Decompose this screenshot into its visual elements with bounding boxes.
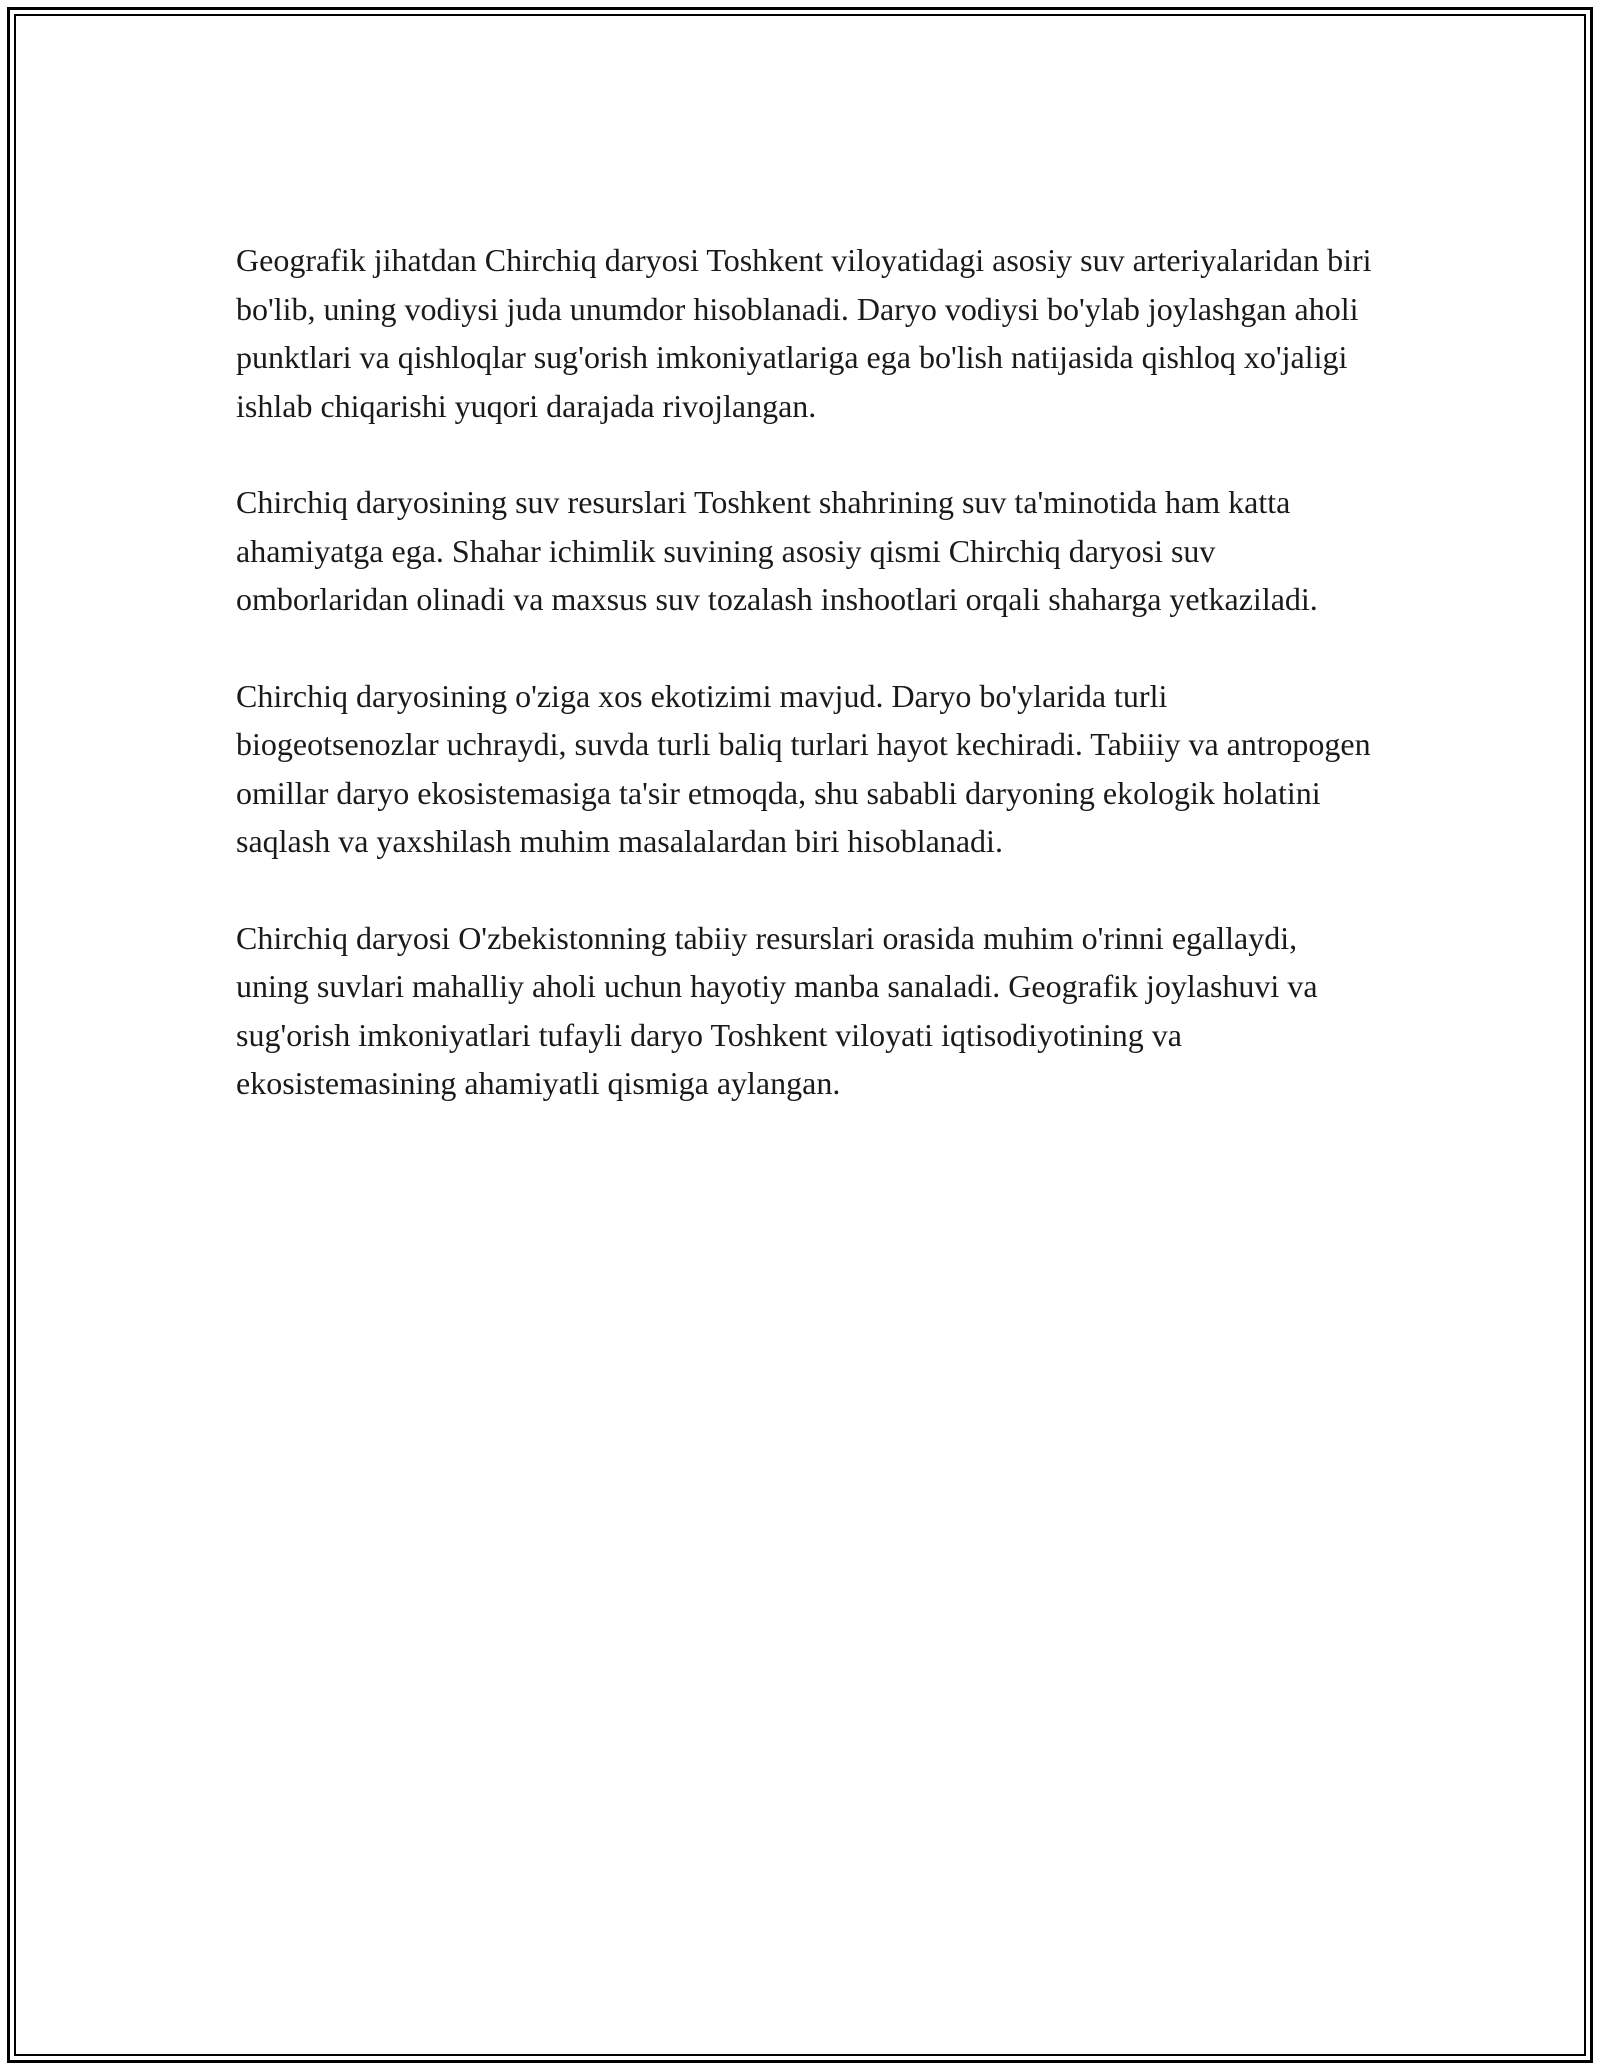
document-body xyxy=(236,236,1376,1156)
paragraph-3: Chirchiq daryosining o'ziga xos ekotizimi mavjud. Daryo bo'ylarida turli biogeotsenozlar uchraydi, suvda turli baliq turlari hayot kechiradi. Tabiiiy va antropogen omillar daryo ekosistemasiga ta'sir etmoqda, shu sababli daryoning ekologik holatini saqlash va yaxshilash muhim masalalardan biri hisoblanadi. xyxy=(236,677,1371,859)
paragraph-2: Chirchiq daryosining suv resurslari Toshkent shahrining suv ta'minotida ham katta ahamiyatga ega. Shahar ichimlik suvining asosiy qismi Chirchiq daryosi suv omborlaridan olinadi va maxsus suv tozalash inshootlari orqali shaharga yetkaziladi. xyxy=(236,484,1318,617)
paragraph-4: Chirchiq daryosi O'zbekistonning tabiiy resurslari orasida muhim o'rinni egallaydi, uning suvlari mahalliy aholi uchun hayotiy manba sanaladi. Geografik joylashuvi va sug'orish imkoniyatlari tufayli daryo Toshkent viloyati iqtisodiyotining va ekosistemasining ahamiyatli qismiga aylangan. xyxy=(236,919,1318,1101)
paragraph-1: Geografik jihatdan Chirchiq daryosi Toshkent viloyatidagi asosiy suv arteriyalaridan biri bo'lib, uning vodiysi juda unumdor hisoblanadi. Daryo vodiysi bo'ylab joylashgan aholi punktlari va qishloqlar sug'orish imkoniyatlariga ega bo'lish natijasida qishloq xo'jaligi ishlab chiqarishi yuqori darajada rivojlangan. xyxy=(236,242,1372,424)
